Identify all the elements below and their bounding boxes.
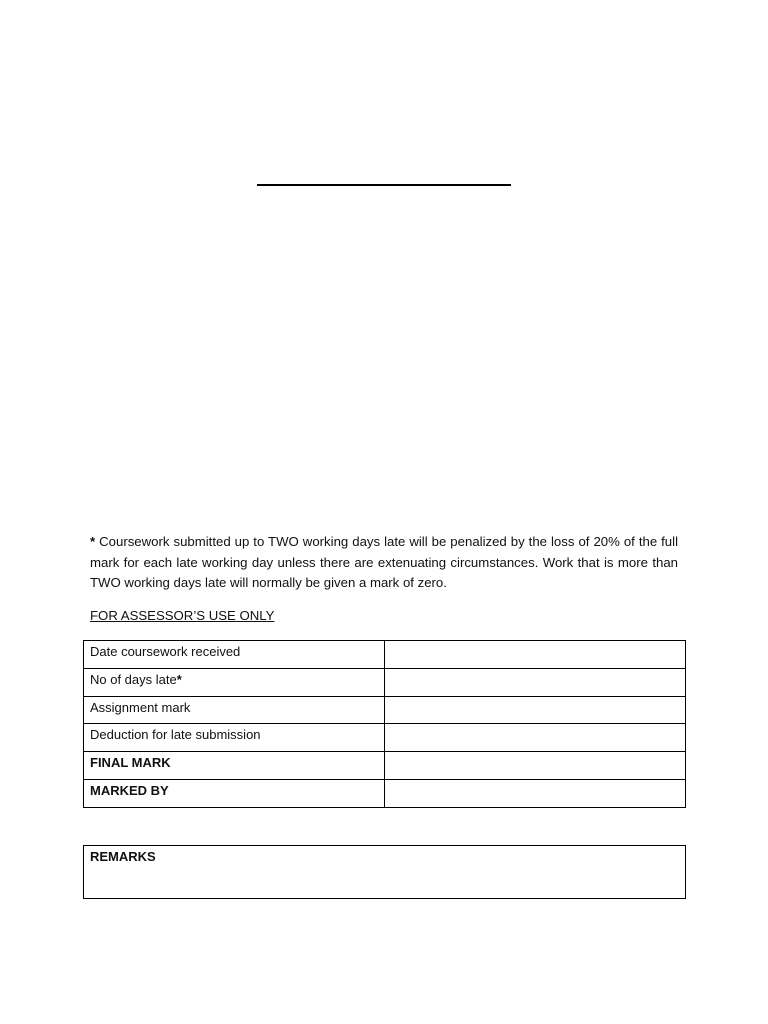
row-value-marked-by[interactable] xyxy=(385,779,686,807)
assessor-table xyxy=(83,640,686,808)
note-asterisk: * xyxy=(90,534,96,549)
table-row-days-late xyxy=(84,668,686,696)
note-text: Coursework submitted up to TWO working days late will be penalized by the loss of 20% of the full mark for each late working day unless there are extenuating circumstances. Work that is more than TWO working days late will normally be given a mark of zero. xyxy=(90,534,678,590)
remarks-label: REMARKS xyxy=(90,849,156,864)
remarks-box[interactable] xyxy=(83,845,686,899)
table-row-deduction xyxy=(84,724,686,752)
row-label-assignment-mark: Assignment mark xyxy=(84,696,385,724)
late-submission-note xyxy=(90,532,678,594)
row-label-final-mark: FINAL MARK xyxy=(84,752,385,780)
table-row-marked-by xyxy=(84,779,686,807)
table-row-final-mark xyxy=(84,752,686,780)
assessor-heading: FOR ASSESSOR’S USE ONLY xyxy=(90,608,275,623)
row-value-final-mark[interactable] xyxy=(385,752,686,780)
row-label-marked-by: MARKED BY xyxy=(84,779,385,807)
row-value-assignment-mark[interactable] xyxy=(385,696,686,724)
days-late-text: No of days late xyxy=(90,671,177,687)
row-label-deduction: Deduction for late submission xyxy=(84,724,385,752)
row-label-days-late xyxy=(84,668,385,696)
title-underline xyxy=(257,184,511,186)
row-value-deduction[interactable] xyxy=(385,724,686,752)
row-value-days-late[interactable] xyxy=(385,668,686,696)
row-label-date-received: Date coursework received xyxy=(84,641,385,669)
table-row-date-received xyxy=(84,641,686,669)
row-value-date-received[interactable] xyxy=(385,641,686,669)
table-row-assignment-mark xyxy=(84,696,686,724)
days-late-asterisk: * xyxy=(176,671,182,687)
